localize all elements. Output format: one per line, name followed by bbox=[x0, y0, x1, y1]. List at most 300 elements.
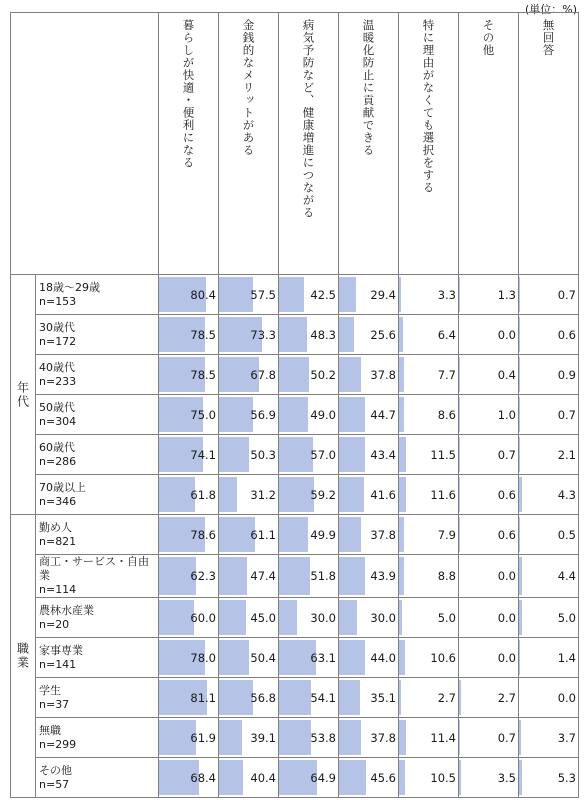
value-cell bbox=[459, 555, 519, 598]
value-label: 37.8 bbox=[370, 527, 396, 542]
value-cell bbox=[159, 555, 219, 598]
column-header-label: 病気予防など、健康増進につながる bbox=[301, 19, 316, 219]
value-cell bbox=[279, 275, 339, 315]
value-cell bbox=[339, 515, 399, 555]
value-cell bbox=[339, 475, 399, 515]
value-bar bbox=[219, 600, 246, 635]
value-label: 0.5 bbox=[557, 527, 576, 542]
value-bar bbox=[519, 477, 522, 512]
value-bar bbox=[399, 557, 404, 595]
row-label: 50歳代 bbox=[39, 400, 75, 414]
column-header-label: 特に理由がなくても選択をする bbox=[421, 19, 436, 194]
value-label: 4.3 bbox=[557, 487, 576, 502]
column-header bbox=[339, 13, 399, 275]
value-bar bbox=[219, 640, 249, 675]
table-row bbox=[11, 758, 579, 798]
row-sample-size: n=233 bbox=[39, 374, 77, 388]
value-cell bbox=[459, 638, 519, 678]
value-cell bbox=[219, 475, 279, 515]
value-label: 43.9 bbox=[370, 569, 396, 583]
table-row bbox=[11, 555, 579, 598]
value-cell bbox=[279, 758, 339, 798]
column-header bbox=[279, 13, 339, 275]
value-bar bbox=[339, 517, 361, 552]
value-bar bbox=[219, 477, 237, 512]
value-bar bbox=[219, 557, 247, 595]
value-label: 25.6 bbox=[370, 327, 396, 342]
value-label: 45.6 bbox=[370, 770, 396, 785]
row-label: 学生 bbox=[39, 683, 61, 697]
value-bar bbox=[219, 277, 253, 312]
value-cell bbox=[159, 475, 219, 515]
table-row bbox=[11, 598, 579, 638]
value-label: 2.7 bbox=[437, 690, 456, 705]
value-cell bbox=[459, 758, 519, 798]
value-bar bbox=[339, 720, 361, 755]
value-label: 61.9 bbox=[190, 730, 216, 745]
value-label: 80.4 bbox=[190, 287, 216, 302]
value-bar bbox=[519, 640, 520, 675]
value-cell bbox=[279, 638, 339, 678]
row-label-cell bbox=[36, 638, 159, 678]
value-label: 78.6 bbox=[190, 527, 216, 542]
column-header-label: 無回答 bbox=[541, 19, 556, 57]
row-sample-size: n=153 bbox=[39, 294, 77, 308]
value-label: 81.1 bbox=[190, 690, 216, 705]
value-label: 56.8 bbox=[250, 690, 276, 705]
value-label: 11.4 bbox=[430, 730, 456, 745]
table-row bbox=[11, 395, 579, 435]
column-header-label: 金銭的なメリットがある bbox=[241, 19, 256, 157]
value-cell bbox=[459, 435, 519, 475]
value-bar bbox=[339, 317, 354, 352]
row-sample-size: n=172 bbox=[39, 334, 77, 348]
value-bar bbox=[399, 477, 406, 512]
row-sample-size: n=286 bbox=[39, 454, 77, 468]
value-cell bbox=[459, 678, 519, 718]
value-label: 31.2 bbox=[250, 487, 276, 502]
value-cell bbox=[399, 435, 459, 475]
value-cell bbox=[399, 718, 459, 758]
value-bar bbox=[519, 720, 521, 755]
value-label: 51.8 bbox=[310, 569, 336, 583]
value-label: 0.4 bbox=[497, 367, 516, 382]
value-bar bbox=[219, 720, 242, 755]
value-cell bbox=[519, 475, 579, 515]
value-bar bbox=[219, 437, 249, 472]
value-bar bbox=[399, 517, 404, 552]
value-cell bbox=[519, 758, 579, 798]
row-sample-size: n=114 bbox=[39, 583, 77, 596]
value-bar bbox=[219, 397, 253, 432]
value-label: 0.6 bbox=[497, 527, 516, 542]
column-header bbox=[219, 13, 279, 275]
value-label: 53.8 bbox=[310, 730, 336, 745]
value-bar bbox=[399, 760, 405, 795]
value-label: 10.6 bbox=[430, 650, 456, 665]
value-cell bbox=[399, 275, 459, 315]
value-label: 8.6 bbox=[437, 407, 456, 422]
value-label: 8.8 bbox=[437, 569, 456, 583]
value-cell bbox=[219, 555, 279, 598]
value-bar bbox=[399, 437, 406, 472]
value-label: 75.0 bbox=[190, 407, 216, 422]
value-bar bbox=[459, 397, 460, 432]
value-cell bbox=[519, 555, 579, 598]
value-cell bbox=[459, 395, 519, 435]
column-header-label: 温暖化防止に貢献できる bbox=[361, 19, 376, 157]
value-cell bbox=[159, 598, 219, 638]
value-bar bbox=[399, 317, 403, 352]
value-label: 0.9 bbox=[557, 367, 576, 382]
value-cell bbox=[459, 598, 519, 638]
corner-cell bbox=[11, 13, 159, 275]
value-cell bbox=[219, 758, 279, 798]
value-cell bbox=[279, 598, 339, 638]
value-bar bbox=[219, 680, 253, 715]
value-cell bbox=[159, 315, 219, 355]
value-label: 47.4 bbox=[250, 569, 276, 583]
value-cell bbox=[519, 718, 579, 758]
value-bar bbox=[399, 680, 401, 715]
value-label: 50.4 bbox=[250, 650, 276, 665]
value-bar bbox=[339, 477, 364, 512]
value-bar bbox=[279, 680, 311, 715]
value-bar bbox=[339, 680, 360, 715]
row-label: 勤め人 bbox=[39, 520, 72, 534]
value-label: 6.4 bbox=[437, 327, 456, 342]
value-bar bbox=[519, 760, 522, 795]
value-label: 0.6 bbox=[557, 327, 576, 342]
value-label: 3.3 bbox=[437, 287, 456, 302]
value-label: 2.7 bbox=[497, 690, 516, 705]
value-cell bbox=[339, 435, 399, 475]
row-label: 無職 bbox=[39, 723, 61, 737]
value-cell bbox=[399, 638, 459, 678]
row-label: 家事専業 bbox=[39, 643, 83, 657]
value-cell bbox=[459, 315, 519, 355]
value-cell bbox=[219, 355, 279, 395]
value-bar bbox=[339, 760, 366, 795]
value-label: 0.7 bbox=[557, 287, 576, 302]
value-bar bbox=[459, 760, 461, 795]
value-label: 59.2 bbox=[310, 487, 336, 502]
value-bar bbox=[279, 517, 308, 552]
row-label-cell bbox=[36, 395, 159, 435]
value-cell bbox=[159, 515, 219, 555]
table-row bbox=[11, 315, 579, 355]
value-label: 39.1 bbox=[250, 730, 276, 745]
value-cell bbox=[279, 678, 339, 718]
value-label: 50.2 bbox=[310, 367, 336, 382]
value-bar bbox=[519, 357, 520, 392]
row-label-cell bbox=[36, 555, 159, 598]
header-row bbox=[11, 13, 579, 275]
value-label: 60.0 bbox=[190, 610, 216, 625]
value-cell bbox=[339, 718, 399, 758]
value-cell bbox=[159, 678, 219, 718]
row-label-cell bbox=[36, 718, 159, 758]
value-label: 41.6 bbox=[370, 487, 396, 502]
value-label: 5.0 bbox=[557, 610, 576, 625]
value-label: 50.3 bbox=[250, 447, 276, 462]
row-label: 商工・サービス・自由業 bbox=[39, 555, 149, 582]
value-label: 0.0 bbox=[557, 690, 576, 705]
value-cell bbox=[399, 758, 459, 798]
value-label: 30.0 bbox=[310, 610, 336, 625]
value-cell bbox=[339, 638, 399, 678]
value-cell bbox=[279, 435, 339, 475]
value-label: 7.7 bbox=[437, 367, 456, 382]
value-label: 78.5 bbox=[190, 367, 216, 382]
row-label: 60歳代 bbox=[39, 440, 75, 454]
value-cell bbox=[279, 355, 339, 395]
row-label: 18歳～29歳 bbox=[39, 280, 100, 294]
value-cell bbox=[519, 638, 579, 678]
value-cell bbox=[159, 758, 219, 798]
row-label-cell bbox=[36, 275, 159, 315]
value-bar bbox=[279, 720, 311, 755]
value-label: 0.7 bbox=[557, 407, 576, 422]
value-cell bbox=[519, 315, 579, 355]
value-label: 7.9 bbox=[437, 527, 456, 542]
table-row bbox=[11, 678, 579, 718]
table-row bbox=[11, 275, 579, 315]
value-cell bbox=[519, 678, 579, 718]
value-label: 43.4 bbox=[370, 447, 396, 462]
row-sample-size: n=37 bbox=[39, 697, 70, 711]
value-label: 44.0 bbox=[370, 650, 396, 665]
value-label: 0.6 bbox=[497, 487, 516, 502]
row-label: その他 bbox=[39, 763, 72, 777]
value-cell bbox=[459, 718, 519, 758]
value-label: 0.7 bbox=[497, 447, 516, 462]
group-label: 職業 bbox=[15, 642, 30, 670]
value-bar bbox=[519, 600, 522, 635]
value-label: 11.6 bbox=[430, 487, 456, 502]
row-sample-size: n=20 bbox=[39, 617, 70, 631]
value-label: 40.4 bbox=[250, 770, 276, 785]
value-cell bbox=[339, 395, 399, 435]
value-label: 0.7 bbox=[497, 730, 516, 745]
value-bar bbox=[279, 357, 309, 392]
column-header bbox=[459, 13, 519, 275]
value-cell bbox=[519, 515, 579, 555]
value-cell bbox=[339, 555, 399, 598]
value-cell bbox=[279, 315, 339, 355]
value-label: 10.5 bbox=[430, 770, 456, 785]
value-cell bbox=[459, 355, 519, 395]
value-bar bbox=[279, 397, 308, 432]
value-label: 30.0 bbox=[370, 610, 396, 625]
value-cell bbox=[519, 395, 579, 435]
value-cell bbox=[399, 515, 459, 555]
value-label: 49.9 bbox=[310, 527, 336, 542]
value-cell bbox=[339, 678, 399, 718]
value-cell bbox=[219, 678, 279, 718]
value-cell bbox=[159, 355, 219, 395]
value-label: 61.1 bbox=[250, 527, 276, 542]
survey-table bbox=[10, 12, 579, 798]
value-label: 49.0 bbox=[310, 407, 336, 422]
value-bar bbox=[399, 277, 401, 312]
value-cell bbox=[279, 475, 339, 515]
row-label: 70歳以上 bbox=[39, 480, 86, 494]
value-label: 54.1 bbox=[310, 690, 336, 705]
value-bar bbox=[279, 477, 314, 512]
value-cell bbox=[159, 718, 219, 758]
value-cell bbox=[459, 275, 519, 315]
value-label: 45.0 bbox=[250, 610, 276, 625]
value-cell bbox=[159, 275, 219, 315]
value-label: 3.5 bbox=[497, 770, 516, 785]
row-label-cell bbox=[36, 475, 159, 515]
value-label: 67.8 bbox=[250, 367, 276, 382]
value-label: 0.0 bbox=[497, 610, 516, 625]
value-bar bbox=[399, 397, 404, 432]
value-label: 1.0 bbox=[497, 407, 516, 422]
value-label: 78.5 bbox=[190, 327, 216, 342]
value-label: 4.4 bbox=[557, 569, 576, 583]
value-bar bbox=[339, 437, 365, 472]
value-bar bbox=[279, 437, 313, 472]
table-row bbox=[11, 638, 579, 678]
value-bar bbox=[519, 557, 522, 595]
value-label: 35.1 bbox=[370, 690, 396, 705]
value-bar bbox=[399, 640, 405, 675]
column-header-label: その他 bbox=[481, 19, 496, 57]
value-label: 48.3 bbox=[310, 327, 336, 342]
row-label-cell bbox=[36, 355, 159, 395]
value-bar bbox=[339, 600, 357, 635]
column-header-label: 暮らしが快適・便利になる bbox=[181, 19, 196, 169]
value-bar bbox=[339, 557, 365, 595]
group-label: 年代 bbox=[15, 380, 30, 409]
value-cell bbox=[159, 395, 219, 435]
value-cell bbox=[219, 435, 279, 475]
row-label: 農林水産業 bbox=[39, 603, 94, 617]
table-row bbox=[11, 515, 579, 555]
value-label: 68.4 bbox=[190, 770, 216, 785]
value-cell bbox=[279, 718, 339, 758]
value-label: 37.8 bbox=[370, 367, 396, 382]
row-label: 40歳代 bbox=[39, 360, 75, 374]
value-cell bbox=[459, 515, 519, 555]
column-header bbox=[519, 13, 579, 275]
value-label: 73.3 bbox=[250, 327, 276, 342]
row-label-cell bbox=[36, 315, 159, 355]
value-cell bbox=[279, 555, 339, 598]
unit-label: (単位：%) bbox=[524, 3, 577, 16]
row-sample-size: n=141 bbox=[39, 657, 77, 671]
row-label-cell bbox=[36, 678, 159, 718]
value-bar bbox=[339, 397, 365, 432]
row-sample-size: n=299 bbox=[39, 737, 77, 751]
value-cell bbox=[279, 395, 339, 435]
value-cell bbox=[339, 598, 399, 638]
value-label: 56.9 bbox=[250, 407, 276, 422]
value-label: 42.5 bbox=[310, 287, 336, 302]
value-label: 5.3 bbox=[557, 770, 576, 785]
value-cell bbox=[399, 678, 459, 718]
value-cell bbox=[399, 475, 459, 515]
table-body bbox=[11, 275, 579, 798]
value-label: 74.1 bbox=[190, 447, 216, 462]
value-cell bbox=[519, 598, 579, 638]
table-row bbox=[11, 475, 579, 515]
value-label: 11.5 bbox=[430, 447, 456, 462]
group-label-cell bbox=[11, 515, 36, 798]
value-cell bbox=[219, 515, 279, 555]
value-cell bbox=[339, 315, 399, 355]
value-bar bbox=[279, 317, 307, 352]
value-label: 0.0 bbox=[497, 650, 516, 665]
value-bar bbox=[219, 760, 243, 795]
value-bar bbox=[339, 640, 365, 675]
value-bar bbox=[159, 600, 194, 635]
value-cell bbox=[399, 598, 459, 638]
value-bar bbox=[519, 437, 520, 472]
value-label: 62.3 bbox=[190, 569, 216, 583]
value-label: 3.7 bbox=[557, 730, 576, 745]
row-label-cell bbox=[36, 598, 159, 638]
value-bar bbox=[459, 680, 461, 715]
table-row bbox=[11, 718, 579, 758]
value-cell bbox=[399, 355, 459, 395]
value-bar bbox=[279, 277, 304, 312]
value-label: 1.4 bbox=[557, 650, 576, 665]
value-cell bbox=[519, 275, 579, 315]
group-label-cell bbox=[11, 275, 36, 515]
value-cell bbox=[519, 355, 579, 395]
value-cell bbox=[339, 758, 399, 798]
value-label: 1.3 bbox=[497, 287, 516, 302]
value-cell bbox=[399, 555, 459, 598]
row-label-cell bbox=[36, 515, 159, 555]
value-bar bbox=[339, 357, 361, 392]
value-label: 57.5 bbox=[250, 287, 276, 302]
value-bar bbox=[399, 720, 406, 755]
value-cell bbox=[279, 515, 339, 555]
value-cell bbox=[219, 598, 279, 638]
value-label: 2.1 bbox=[557, 447, 576, 462]
value-cell bbox=[339, 275, 399, 315]
value-cell bbox=[339, 355, 399, 395]
row-label-cell bbox=[36, 758, 159, 798]
value-label: 57.0 bbox=[310, 447, 336, 462]
value-bar bbox=[399, 600, 402, 635]
value-cell bbox=[159, 435, 219, 475]
row-sample-size: n=821 bbox=[39, 534, 77, 548]
value-cell bbox=[219, 275, 279, 315]
column-header bbox=[159, 13, 219, 275]
value-cell bbox=[219, 718, 279, 758]
value-bar bbox=[339, 277, 356, 312]
row-sample-size: n=57 bbox=[39, 777, 70, 791]
value-bar bbox=[279, 600, 297, 635]
value-bar bbox=[399, 357, 404, 392]
row-label-cell bbox=[36, 435, 159, 475]
value-label: 63.1 bbox=[310, 650, 336, 665]
value-label: 37.8 bbox=[370, 730, 396, 745]
value-bar bbox=[279, 557, 310, 595]
value-label: 78.0 bbox=[190, 650, 216, 665]
value-cell bbox=[459, 475, 519, 515]
value-label: 64.9 bbox=[310, 770, 336, 785]
value-label: 29.4 bbox=[370, 287, 396, 302]
row-sample-size: n=304 bbox=[39, 414, 77, 428]
column-header bbox=[399, 13, 459, 275]
